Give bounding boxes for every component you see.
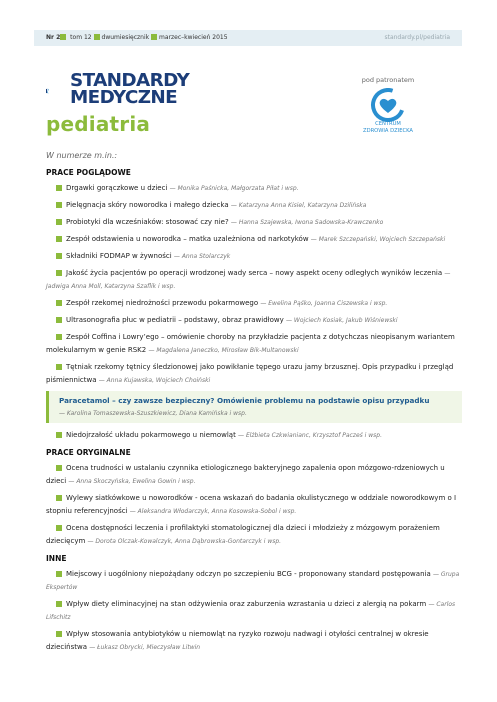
patron-name-line-1: CENTRUM <box>375 121 401 127</box>
featured-article-authors: — Karolina Tomaszewska-Szuszkiewicz, Diana Kamińska i wsp. <box>59 410 247 417</box>
article-title: Niedojrzałość układu pokarmowego u niemowląt <box>66 431 236 439</box>
article-authors: — Marek Szczepański, Wojciech Szczepański <box>310 236 446 243</box>
standardy-logo-icon <box>46 73 68 109</box>
article-authors: — Anna Kujawska, Wojciech Choiński <box>98 377 211 384</box>
list-item[interactable] <box>46 250 462 263</box>
patron-label: pod patronatem <box>361 76 415 84</box>
article-authors: — Jadwiga Anna Moll, Katarzyna Szaflik i wsp. <box>46 270 451 290</box>
article-title: Probiotyki dla wcześniaków: stosować czy nie? <box>66 218 229 226</box>
article-authors: — Anna Stolarczyk <box>173 253 231 260</box>
issue-info-bar <box>34 30 462 46</box>
bullet-square-icon <box>56 253 62 259</box>
article-title: Ultrasonografia płuc w pediatrii – podstawy, obraz prawidłowy <box>66 316 284 324</box>
article-title: Zespół Coffina i Lowry’ego – omówienie choroby na przykładzie pacjenta z dotychczas nieopisanym wariantem molekularnym w genie RSK2 <box>46 333 455 354</box>
category-heading: PRACE ORYGINALNE <box>46 448 131 457</box>
list-item[interactable] <box>46 429 462 442</box>
article-title: Ocena trudności w ustalaniu czynnika etiologicznego bakteryjnego zapalenia opon mózgowo-rdzeniowych u dzieci <box>46 464 445 485</box>
bullet-square-icon <box>56 334 62 340</box>
issue-date: marzec–kwiecień 2015 <box>159 34 228 41</box>
featured-article[interactable] <box>46 391 462 423</box>
bullet-square-icon <box>60 34 66 40</box>
article-authors: — Hanna Szajewska, Iwona Sadowska-Krawczenko <box>230 219 384 226</box>
bullet-square-icon <box>56 495 62 501</box>
article-authors: — Magdalena Janeczko, Mirosław Bik-Multanowski <box>148 347 299 354</box>
list-item[interactable] <box>46 598 462 624</box>
article-title: Drgawki gorączkowe u dzieci <box>66 184 168 192</box>
article-title: Jakość życia pacjentów po operacji wrodzonej wady serca – nowy aspekt oceny odległych wyników leczenia <box>66 269 443 277</box>
bullet-square-icon <box>56 571 62 577</box>
article-title: Zespół rzekomej niedrożności przewodu pokarmowego <box>66 299 259 307</box>
bullet-square-icon <box>56 364 62 370</box>
brand-name <box>70 73 189 106</box>
bullet-square-icon <box>56 525 62 531</box>
category-heading: PRACE POGLĄDOWE <box>46 168 131 177</box>
list-item[interactable] <box>46 182 462 195</box>
article-title: Wpływ stosowania antybiotyków u niemowląt na ryzyko rozwoju nadwagi i otyłości centralnej w okresie dzieciństwa <box>46 630 429 651</box>
article-authors: — Aleksandra Włodarczyk, Anna Kosowska-Sobol i wsp. <box>129 508 297 515</box>
bullet-square-icon <box>56 270 62 276</box>
featured-article-title: Paracetamol – czy zawsze bezpieczny? Omówienie problemu na podstawie opisu przypadku <box>59 396 430 405</box>
article-authors: — Carlos Lifschitz <box>46 601 456 621</box>
article-authors: — Katarzyna Anna Kisiel, Katarzyna Dzilińska <box>230 202 367 209</box>
bullet-square-icon <box>151 34 157 40</box>
article-authors: — Ewelina Pąśko, Joanna Ciszewska i wsp. <box>260 300 388 307</box>
bullet-square-icon <box>56 185 62 191</box>
list-item[interactable] <box>46 199 462 212</box>
bullet-square-icon <box>56 465 62 471</box>
heart-logo-icon <box>366 88 410 122</box>
list-item[interactable] <box>46 216 462 229</box>
list-item[interactable] <box>46 331 462 357</box>
article-title: Wpływ diety eliminacyjnej na stan odżywienia oraz zaburzenia wzrastania u dzieci z alergią na pokarm <box>66 600 427 608</box>
list-item[interactable] <box>46 297 462 310</box>
article-authors: — Monika Paśnicka, Małgorzata Piłat i wsp. <box>169 185 299 192</box>
list-item[interactable] <box>46 267 462 293</box>
article-title: Pielęgnacja skóry noworodka i małego dziecka <box>66 201 229 209</box>
list-item[interactable] <box>46 568 462 594</box>
article-title: Ocena dostępności leczenia i profilaktyki stomatologicznej dla dzieci i młodzieży z mózgowym porażeniem dziecięcym <box>46 524 440 545</box>
patron-name <box>352 121 424 135</box>
bullet-square-icon <box>56 317 62 323</box>
bullet-square-icon <box>56 432 62 438</box>
article-title: Wylewy siatkówkowe u noworodków - ocena wskazań do badania okulistycznego w oddziale noworodkowym o I stopniu referencyjności <box>46 494 457 515</box>
list-item[interactable] <box>46 314 462 327</box>
section-title: pediatria <box>46 112 151 136</box>
list-item[interactable] <box>46 492 462 518</box>
list-item[interactable] <box>46 361 462 387</box>
article-title: Miejscowy i uogólniony niepożądany odczyn po szczepieniu BCG - proponowany standard postępowania <box>66 570 431 578</box>
intro-text: W numerze m.in.: <box>46 151 118 160</box>
article-authors: — Łukasz Obrycki, Mieczysław Litwin <box>89 644 201 651</box>
list-item[interactable] <box>46 462 462 488</box>
article-title: Zespół odstawienia u noworodka – matka uzależniona od narkotyków <box>66 235 309 243</box>
article-authors: — Wojciech Kosiak, Jakub Wiśniewski <box>286 317 398 324</box>
bullet-square-icon <box>56 300 62 306</box>
article-title: Tętniak rzekomy tętnicy śledzionowej jako powikłanie tępego urazu jamy brzusznej. Opis przypadku i przegląd piśmiennictwa <box>46 363 454 384</box>
bullet-square-icon <box>56 601 62 607</box>
website-link[interactable]: standardy.pl/pediatria <box>384 34 450 41</box>
article-authors: — Anna Skoczyńska, Ewelina Gowin i wsp. <box>68 478 196 485</box>
list-item[interactable] <box>46 628 462 654</box>
brand-line-1: STANDARDY <box>70 71 190 91</box>
frequency: dwumiesięcznik <box>101 34 150 41</box>
brand-line-2: MEDYCZNE <box>70 87 178 108</box>
bullet-square-icon <box>56 202 62 208</box>
volume: tom 12 <box>70 34 92 41</box>
article-authors: — Dorota Olczak-Kowalczyk, Anna Dąbrowska-Gontarczyk i wsp. <box>87 538 282 545</box>
bullet-square-icon <box>56 219 62 225</box>
article-title: Składniki FODMAP w żywności <box>66 252 172 260</box>
contents-list <box>46 166 462 658</box>
category-heading: INNE <box>46 554 67 563</box>
bullet-square-icon <box>56 236 62 242</box>
issue-details <box>46 30 228 46</box>
patron-name-line-2: ZDROWIA DZIECKA <box>363 128 413 134</box>
bullet-square-icon <box>56 631 62 637</box>
bullet-square-icon <box>94 34 100 40</box>
list-item[interactable] <box>46 233 462 246</box>
article-authors: — Grupa Ekspertów <box>46 571 460 591</box>
list-item[interactable] <box>46 522 462 548</box>
article-authors: — Elżbieta Czkwianianc, Krzysztof Pacześ i wsp. <box>238 432 383 439</box>
issue-number: Nr 2 <box>46 34 61 41</box>
